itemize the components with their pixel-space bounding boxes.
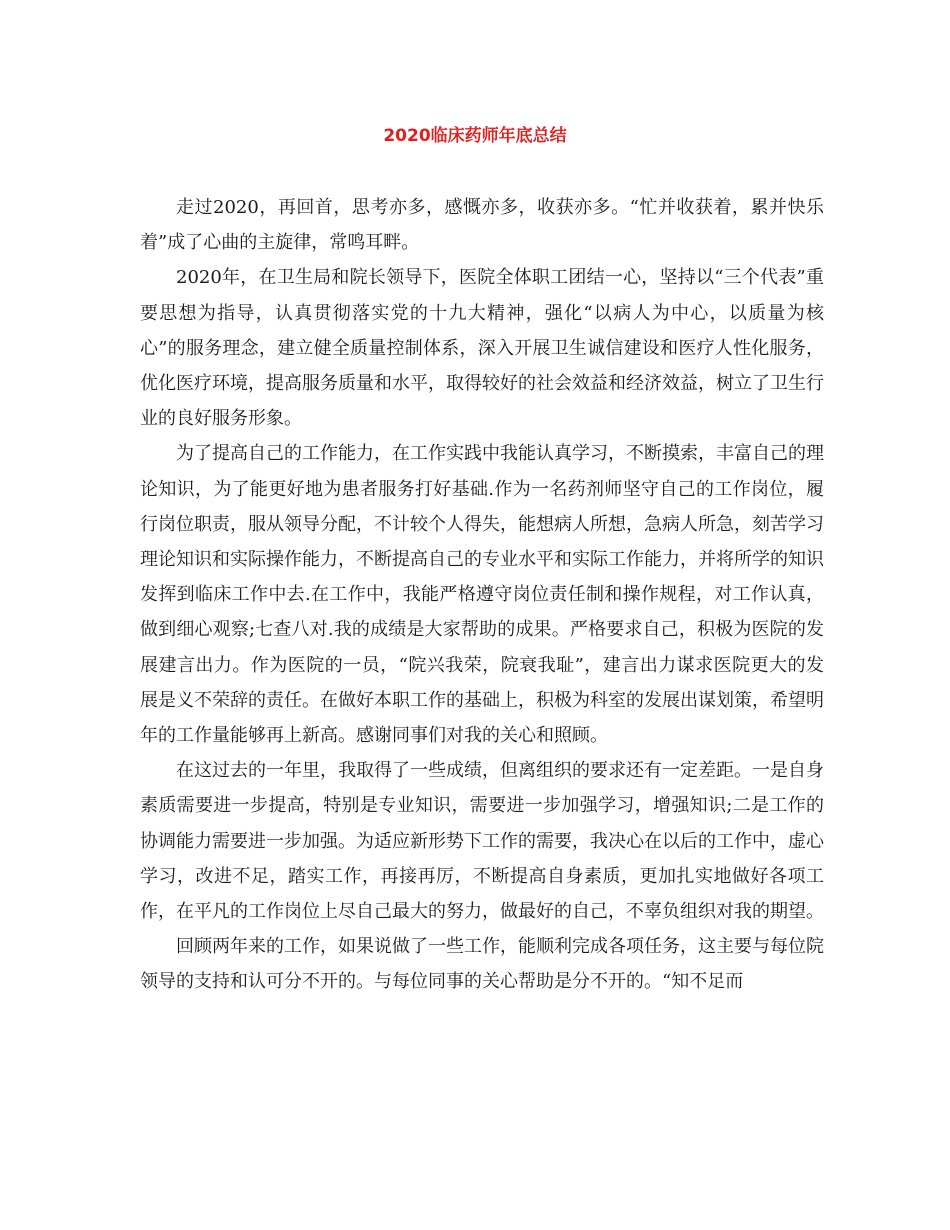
paragraph: 在这过去的一年里，我取得了一些成绩，但离组织的要求还有一定差距。一是自身素质需要进一步提高，特别是专业知识，需要进一步加强学习，增强知识;二是工作的协调能力需要进一步加强。为适应新形势下工作的需要，我决心在以后的工作中，虚心学习，改进不足，踏实工作，再接再厉，不断提高自身素质，更加扎实地做好各项工作，在平凡的工作岗位上尽自己最大的努力，做最好的自己，不辜负组织对我的期望。 [140,760,824,923]
paragraph: 为了提高自己的工作能力，在工作实践中我能认真学习，不断摸索，丰富自己的理论知识，为了能更好地为患者服务打好基础.作为一名药剂师坚守自己的工作岗位，履行岗位职责，服从领导分配，不计较个人得失，能想病人所想，急病人所急，刻苦学习理论知识和实际操作能力，不断提高自己的专业水平和实际工作能力，并将所学的知识发挥到临床工作中去.在工作中，我能严格遵守岗位责任制和操作规程，对工作认真，做到细心观察;七查八对.我的成绩是大家帮助的成果。严格要求自己，积极为医院的发展建言出力。作为医院的一员，“院兴我荣，院衰我耻”，建言出力谋求医院更大的发展是义不荣辞的责任。在做好本职工作的基础上，积极为科室的发展出谋划策，希望明年的工作量能够再上新高。感谢同事们对我的关心和照顾。 [140,443,824,747]
paragraph: 回顾两年来的工作，如果说做了一些工作，能顺利完成各项任务，这主要与每位院领导的支持和认可分不开的。与每位同事的关心帮助是分不开的。“知不足而 [140,936,824,993]
paragraph: 2020年，在卫生局和院长领导下，医院全体职工团结一心，坚持以“三个代表”重要思想为指导，认真贯彻落实党的十九大精神，强化“以病人为中心，以质量为核心”的服务理念，建立健全质量控制体系，深入开展卫生诚信建设和医疗人性化服务，优化医疗环境，提高服务质量和水平，取得较好的社会效益和经济效益，树立了卫生行业的良好服务形象。 [140,267,824,430]
document-title: 2020临床药师年底总结 [383,126,567,146]
document-body [140,190,824,1000]
paragraph: 走过2020，再回首，思考亦多，感慨亦多，收获亦多。“忙并收获着，累并快乐着”成了心曲的主旋律，常鸣耳畔。 [140,197,824,254]
